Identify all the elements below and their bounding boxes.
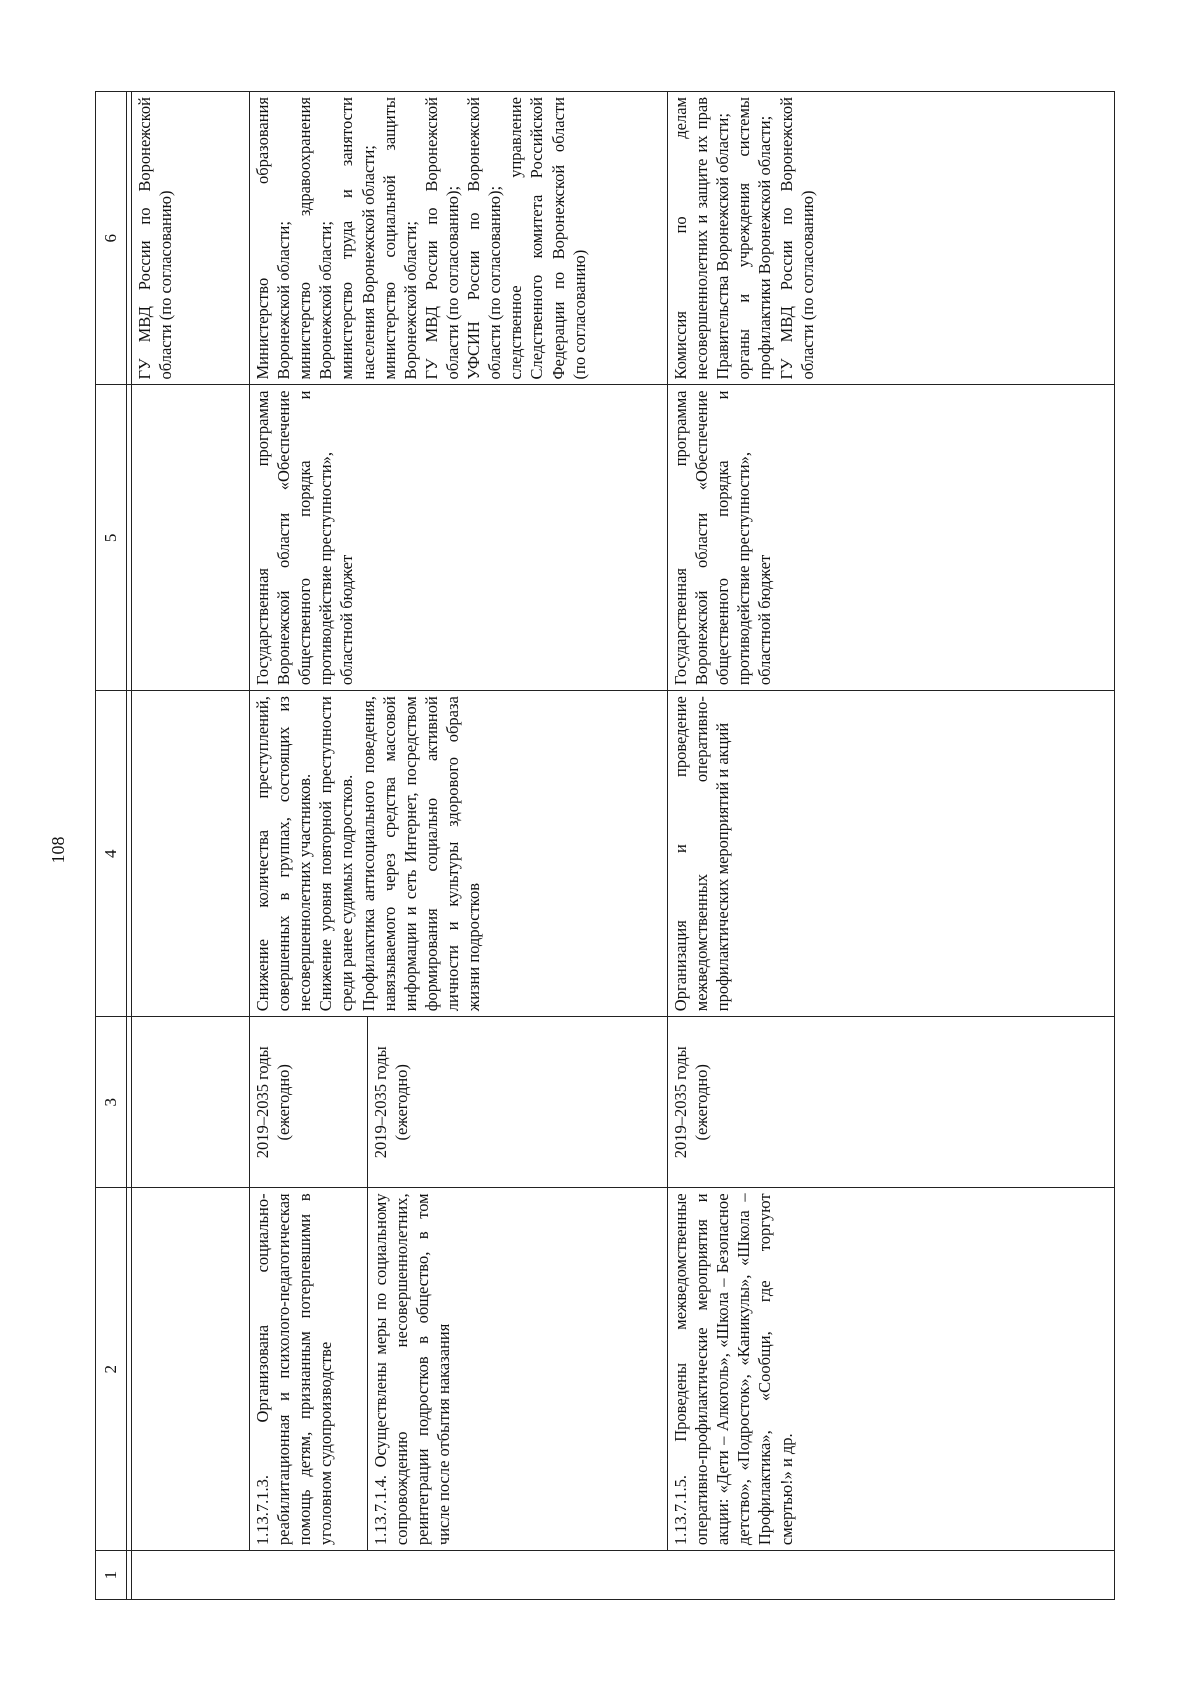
header-row — [96, 92, 127, 1600]
period-cell: 2019–2035 годы (ежегодно) — [368, 1017, 668, 1188]
rotated-table-container — [95, 91, 1115, 1600]
result-cell: Снижение количества преступлений, совершенных в группах, состоящих из несовершеннолетних участников. Снижение уровня повторной преступности среди ранее судимых подростков. Профилактика антисоциального поведения, навязываемого через средства массовой информации и сеть Интернет, посредством формирования социально активной личности и культуры здорового образа жизни подростков — [250, 691, 668, 1017]
funding-cell: Государственная программа Воронежской области «Обеспечение общественного порядка и противодействие преступности», областной бюджет — [250, 385, 668, 691]
period-cell: 2019–2035 годы (ежегодно) — [250, 1017, 368, 1188]
header-col-6: 6 — [96, 92, 127, 386]
header-col-3: 3 — [96, 1017, 127, 1188]
table-cell — [132, 385, 250, 691]
activities-table — [95, 91, 1115, 1600]
table-cell — [132, 1188, 250, 1551]
table-row — [668, 92, 1115, 1600]
header-col-1: 1 — [96, 1551, 127, 1600]
table-row — [132, 92, 250, 1600]
measure-cell: 1.13.7.1.5. Проведены межведомственные оперативно-профилактические мероприятия и акции: «Дети – Алкоголь», «Школа – Безопасное детство», «Подросток», «Каникулы», «Школа – Профилактика», «Сообщи, где торгуют смертью!» и др. — [668, 1188, 1115, 1551]
responsible-cell: Министерство образования Воронежской области; министерство здравоохранения Воронежской области; министерство труда и занятости населения Воронежской области; министерство социальной защиты Воронежской области; ГУ МВД России по Воронежской области (по согласованию); УФСИН России по Воронежской области (по согласованию); следственное управление Следственного комитета Российской Федерации по Воронежской области (по согласованию) — [250, 92, 668, 386]
measure-cell: 1.13.7.1.4. Осуществлены меры по социальному сопровождению несовершеннолетних, реинтеграции подростков в общество, в том числе после отбытия наказания — [368, 1188, 668, 1551]
header-col-4: 4 — [96, 691, 127, 1017]
table-cell — [132, 1017, 250, 1188]
funding-cell: Государственная программа Воронежской области «Обеспечение общественного порядка и противодействие преступности», областной бюджет — [668, 385, 1115, 691]
responsible-cell: ГУ МВД России по Воронежской области (по согласованию) — [132, 92, 250, 386]
result-cell: Организация и проведение межведомственных оперативно-профилактических мероприятий и акций — [668, 691, 1115, 1017]
responsible-cell: Комиссия по делам несовершеннолетних и защите их прав Правительства Воронежской области; органы и учреждения системы профилактики Воронежской области; ГУ МВД России по Воронежской области (по согласованию) — [668, 92, 1115, 386]
table-cell-col1 — [132, 1551, 1115, 1600]
header-col-5: 5 — [96, 385, 127, 691]
table-cell — [132, 691, 250, 1017]
measure-cell: 1.13.7.1.3. Организована социально-реабилитационная и психолого-педагогическая помощь детям, признанным потерпевшими в уголовном судопроизводстве — [250, 1188, 368, 1551]
period-cell: 2019–2035 годы (ежегодно) — [668, 1017, 1115, 1188]
header-col-2: 2 — [96, 1188, 127, 1551]
table-row — [250, 92, 368, 1600]
page-number: 108 — [48, 836, 68, 864]
